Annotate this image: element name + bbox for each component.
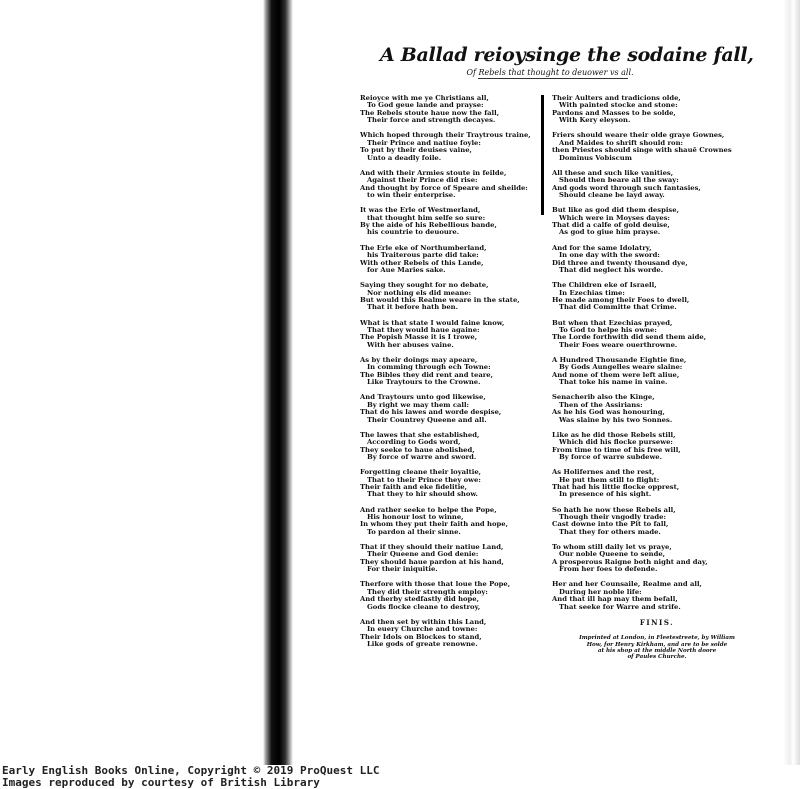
verse-line: to win their enterprise. (367, 192, 456, 200)
verse-line: Should cleane be layd away. (559, 192, 665, 200)
verse-line: That do his lawes and worde despise, (360, 409, 502, 417)
verse-line: But like as god did them despise, (552, 207, 679, 215)
stanza (552, 432, 762, 462)
stanza (552, 394, 762, 424)
verse-line: In euery Churche and towne: (367, 626, 478, 634)
copyright-footer (0, 765, 800, 789)
verse-line: his Traiterous parte did take: (367, 252, 479, 260)
verse-line: Should then beare all the sway: (559, 177, 679, 185)
stanza (552, 320, 762, 350)
verse-line: To whom still daily let vs praye, (552, 544, 672, 552)
verse-line: That if they should their natiue Land, (360, 544, 504, 552)
verse-line: Saying they sought for no debate, (360, 282, 489, 290)
stanza (552, 507, 762, 537)
stanza (360, 581, 535, 611)
verse-line: his countrie to deuoure. (367, 229, 460, 237)
verse-line: To pardon al their sinne. (367, 528, 461, 536)
verse-line: That it before hath ben. (367, 304, 458, 312)
verse-line: Therfore with those that loue the Pope, (360, 581, 511, 589)
verse-line: But would this Realme weare in the state, (360, 296, 520, 304)
verse-line: Against their Prince did rise: (367, 177, 478, 185)
verse-line: Did three and twenty thousand dye, (552, 259, 688, 267)
verse-line: Their Aulters and tradicions olde, (552, 95, 681, 102)
verse-line: And thought by force of Speare and sheilde: (360, 184, 528, 192)
verse-line: As by their doings may apeare, (360, 356, 478, 364)
verse-line: And gods word through such fantasies, (552, 184, 701, 192)
verse-line: He put them still to flight: (559, 476, 660, 484)
stanza (552, 245, 762, 275)
left-column (360, 95, 535, 656)
verse-line: Cast downe into the Pit to fall, (552, 521, 669, 529)
verse-line: In one day with the sword: (559, 252, 660, 260)
verse-line: that thought him selfe so sure: (367, 214, 486, 222)
verse-line: Gods flocke cleane to destroy, (367, 603, 481, 611)
verse-line: By right we may them call: (367, 401, 470, 409)
stanza (552, 469, 762, 499)
verse-line: Which were in Moyses dayes: (559, 214, 671, 222)
verse-line: then Priestes should singe with shauē Crownes (552, 147, 732, 155)
verse-line: And Traytours unto god likewise, (360, 394, 486, 402)
verse-line: In whom they put their faith and hope, (360, 521, 508, 529)
verse-line: Pardons and Masses to be solde, (552, 109, 676, 117)
subtitle-rule (478, 78, 628, 79)
verse-line: According to Gods word, (367, 439, 461, 447)
verse-line: To God to helpe his owne: (559, 326, 657, 334)
stanza (360, 394, 535, 424)
verse-line: That they would haue againe: (367, 326, 480, 334)
verse-line: All these and such like vanities, (552, 169, 674, 177)
stanza (360, 320, 535, 350)
verse-line: And rather seeke to helpe the Pope, (360, 506, 497, 514)
stanza (552, 282, 762, 312)
stanza (552, 132, 762, 162)
verse-line: That toke his name in vaine. (559, 379, 668, 387)
copyright-line: Early English Books Online, Copyright © 2019 ProQuest LLC (2, 764, 380, 777)
stanza (360, 432, 535, 462)
stanza (360, 245, 535, 275)
book-spine (263, 0, 293, 765)
verse-line: What is that state I would faine know, (360, 319, 505, 327)
verse-line: They should haue pardon at his hand, (360, 558, 504, 566)
verse-line: By force of warre and sword. (367, 454, 477, 462)
verse-line: With Kery eleyson. (559, 117, 631, 125)
verse-line: During her noble life: (559, 588, 642, 596)
page-edge (783, 0, 800, 765)
stanza (552, 581, 762, 611)
verse-line: for Aue Maries sake. (367, 266, 446, 274)
verse-line: The lawes that she established, (360, 431, 480, 439)
verse-line: As he his God was honouring, (552, 409, 665, 417)
blank-left-page (0, 0, 263, 765)
verse-line: In Ezechias time: (559, 289, 625, 297)
verse-line: Dominus Vobiscum (559, 154, 632, 162)
verse-line: The Children eke of Israell, (552, 282, 657, 290)
column-divider (541, 95, 544, 215)
verse-line: Their Prince and natiue foyle: (367, 139, 481, 147)
verse-line: The Lorde forthwith did send them aide, (552, 334, 707, 342)
stanza (552, 95, 762, 125)
stanza (360, 170, 535, 200)
verse-line: They seeke to haue abolished, (360, 446, 475, 454)
stanza (360, 207, 535, 237)
verse-line: In presence of his sight. (559, 491, 652, 499)
right-column (552, 95, 762, 660)
verse-line: Their Countrey Queene and all. (367, 416, 487, 424)
verse-line: Reioyce with me ye Christians all, (360, 94, 489, 102)
verse-line: Was slaine by his two Sonnes. (559, 416, 673, 424)
verse-line: Then of the Assirians: (559, 401, 643, 409)
verse-line: That they to hir should show. (367, 491, 478, 499)
verse-line: But when that Ezechias prayed, (552, 319, 673, 327)
ballad-title: A Ballad reioysinge the sodaine fall, (380, 44, 754, 66)
verse-line: Senacherib also the Kinge, (552, 394, 655, 402)
verse-line: With painted stocke and stone: (559, 102, 678, 110)
verse-line: With her abuses vaine. (367, 341, 454, 349)
verse-line: Which hoped through their Traytrous traine, (360, 132, 531, 140)
stanza (360, 544, 535, 574)
imprint-line: Imprinted at London, in Fleetestreete, by William (579, 635, 735, 642)
verse-line: Nor nothing els did meane: (367, 289, 472, 297)
verse-line: That to their Prince they owe: (367, 476, 481, 484)
verse-line: That they for others made. (559, 528, 661, 536)
verse-line: That had his little flocke opprest, (552, 484, 680, 492)
verse-line: Our noble Queene to sende, (559, 551, 666, 559)
stanza (552, 544, 762, 574)
finis-text: FINIS. (639, 617, 675, 627)
verse-line: A Hundred Thousande Eightie fine, (552, 356, 687, 364)
verse-line: And none of them were left aliue, (552, 371, 680, 379)
imprint-line: at his shop at the middle North doore (597, 647, 717, 654)
verse-line: The Popish Masse it is I trowe, (360, 334, 478, 342)
stanza (360, 357, 535, 387)
ballad-subtitle: Of Rebels that thought to deuower vs all. (466, 68, 634, 77)
verse-line: Forgetting cleane their loyaltie, (360, 469, 482, 477)
verse-line: Like gods of greate renowne. (367, 641, 478, 649)
verse-line: That seeke for Warre and strife. (559, 603, 681, 611)
stanza (552, 170, 762, 200)
verse-line: The Bibles they did rent and teare, (360, 371, 494, 379)
verse-line: Like Traytours to the Crowne. (367, 379, 481, 387)
verse-line: And then set by within this Land, (360, 618, 487, 626)
courtesy-line: Images reproduced by courtesy of British Library (2, 776, 320, 789)
stanza (552, 357, 762, 387)
verse-line: Unto a deadly foile. (367, 154, 442, 162)
verse-line: As Holifernes and the rest, (552, 469, 655, 477)
stanza (360, 282, 535, 312)
stanza (360, 619, 535, 649)
imprint (552, 635, 762, 660)
verse-line: It was the Erle of Westmerland, (360, 207, 481, 215)
imprint-line: of Paules Churche. (627, 653, 687, 660)
verse-line: Their Queene and God denie: (367, 551, 479, 559)
verse-line: He made among their Foes to dwell, (552, 296, 690, 304)
verse-line: From time to time of his free will, (552, 446, 681, 454)
verse-line: Though their vngodly trade: (559, 514, 667, 522)
verse-line: Like as he did those Rebels still, (552, 431, 676, 439)
verse-line: A prosperous Raigne both night and day, (552, 558, 708, 566)
verse-line: Their faith and eke fidelitie, (360, 484, 467, 492)
verse-line: Friers should weare their olde graye Gownes, (552, 132, 725, 140)
verse-line: So hath he now these Rebels all, (552, 506, 676, 514)
verse-line: Her and her Counsaile, Realme and all, (552, 581, 702, 589)
verse-line: That did a calfe of gold deuise, (552, 222, 670, 230)
stanza (360, 469, 535, 499)
verse-line: For their iniquitie. (367, 566, 438, 574)
verse-line: Their Idols on Blockes to stand, (360, 633, 482, 641)
verse-line: As god to giue him prayse. (559, 229, 661, 237)
verse-line: To put by their deuises vaine, (360, 147, 472, 155)
verse-line: By Gods Aungelles weare slaine: (559, 364, 683, 372)
verse-line: The Rebels stoute haue now the fall, (360, 109, 500, 117)
verse-line: And with their Armies stoute in feilde, (360, 169, 507, 177)
stanza (360, 132, 535, 162)
verse-line: That did neglect his worde. (559, 266, 664, 274)
verse-line: And for the same Idolatry, (552, 244, 652, 252)
verse-line: To God geue lande and prayse: (367, 102, 484, 110)
stanza (360, 507, 535, 537)
verse-line: With other Rebels of this Lande, (360, 259, 484, 267)
imprint-line: How, for Henry Kirkham, and are to be solde (586, 641, 728, 648)
verse-line: In comming through ech Towne: (367, 364, 491, 372)
verse-line: And that ill hap may them befall, (552, 596, 678, 604)
verse-line: They did their strength employ: (367, 588, 488, 596)
verse-line: And therby stedfastly did hope, (360, 596, 479, 604)
verse-line: By the aide of his Rebellious bande, (360, 222, 497, 230)
verse-line: And Maides to shrift should ron: (559, 139, 684, 147)
stanza (552, 207, 762, 237)
stanza (360, 95, 535, 125)
verse-line: Their Foes weare ouerthrowne. (559, 341, 678, 349)
verse-line: His honour lost to winne, (367, 514, 464, 522)
verse-line: Which did his flocke pursewe: (559, 439, 673, 447)
verse-line: The Erle eke of Northumberland, (360, 244, 487, 252)
verse-line: That did Committe that Crime. (559, 304, 677, 312)
verse-line: By force of warre subdewe. (559, 454, 662, 462)
verse-line: Their force and strength decayes. (367, 117, 496, 125)
verse-line: From her foes to defende. (559, 566, 658, 574)
